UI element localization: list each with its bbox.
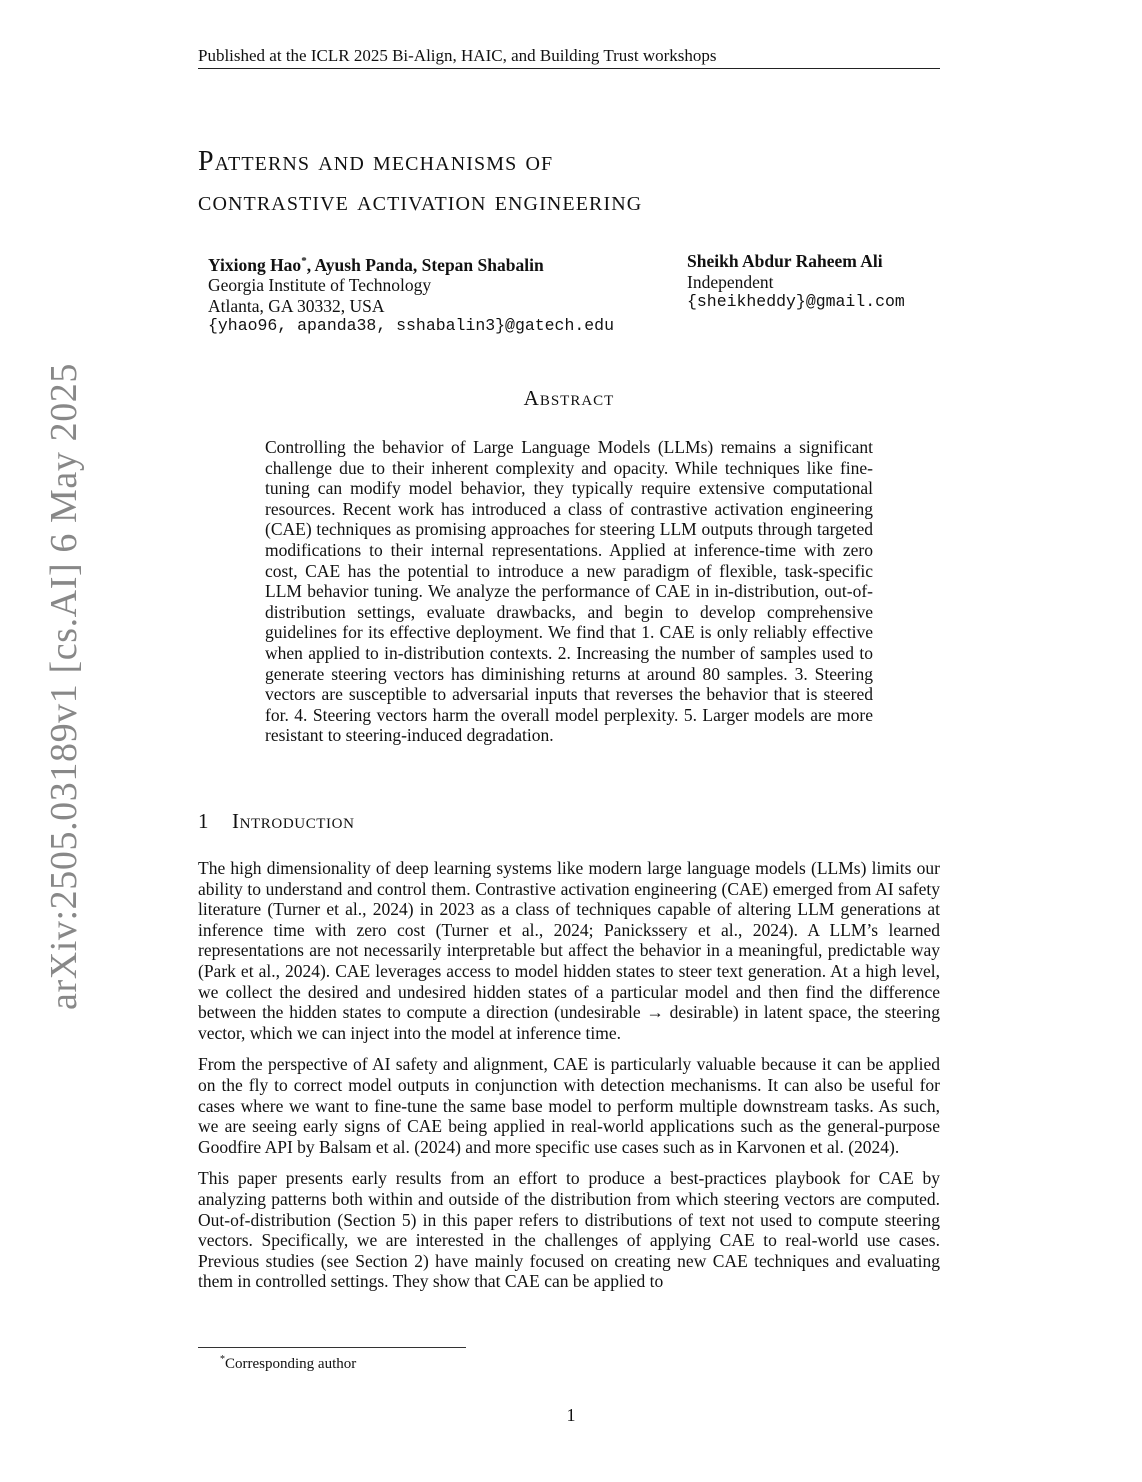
title-line-1: Patterns and mechanisms of bbox=[198, 146, 554, 177]
footnote-mark: * bbox=[220, 1354, 225, 1365]
footnote-text: Corresponding author bbox=[225, 1356, 357, 1372]
paragraph: This paper presents early results from an effort to produce a best-practices playbook for CAE by analyzing patterns both within and outside of the distribution from which steering vectors are computed. Out-of-distribution (Section 5) in this paper refers to distributions of text not used to compute steering vectors. Specifically, we are interested in the challenges of applying CAE to real-world use cases. Previous studies (see Section 2) have mainly focused on creating new CAE techniques and evaluating them in controlled settings. They show that CAE can be applied to bbox=[198, 1168, 940, 1292]
paragraph: The high dimensionality of deep learning systems like modern large language models (LLMs) limits our ability to understand and control them. Contrastive activation engineering (CAE) emerged from AI safety literature (Turner et al., 2024) in 2023 as a class of techniques capable of altering LLM generations at inference time with zero cost (Turner et al., 2024; Panickssery et al., 2024). A LLM’s learned representations are not necessarily interpretable but affect the behavior in a meaningful, predictable way (Park et al., 2024). CAE leverages access to model hidden states to steer text generation. At a high level, we collect the desired and undesired hidden states of a particular model and then find the difference between the hidden states to compute a direction (undesirable → desirable) in latent space, the steering vector, which we can inject into the model at inference time. bbox=[198, 858, 940, 1043]
author-block-left bbox=[208, 251, 614, 337]
affiliation-left: Georgia Institute of Technology bbox=[208, 275, 432, 296]
paragraph: From the perspective of AI safety and alignment, CAE is particularly valuable because it can be applied on the fly to correct model outputs in conjunction with detection mechanisms. It can also be useful for cases where we want to fine-tune the same base model to perform multiple downstream tasks. As such, we are seeing early signs of CAE being applied in real-world applications such as the general-purpose Goodfire API by Balsam et al. (2024) and more specific use cases such as in Karvonen et al. (2024). bbox=[198, 1054, 940, 1157]
affiliation-right: Independent bbox=[687, 271, 774, 292]
abstract-text: Controlling the behavior of Large Language Models (LLMs) remains a significant challenge due to their inherent complexity and opacity. While techniques like fine-tuning can modify model behavior, they typically require extensive computational resources. Recent work has introduced a class of contrastive activation engineering (CAE) techniques as promising approaches for steering LLM outputs through targeted modifications to their internal representations. Applied at inference-time with zero cost, CAE has the potential to introduce a new paradigm of flexible, task-specific LLM behavior tuning. We analyze the performance of CAE in in-distribution, out-of-distribution settings, evaluate drawbacks, and begin to develop comprehensive guidelines for its effective deployment. We find that 1. CAE is only reliably effective when applied to in-distribution contexts. 2. Increasing the number of samples used to generate steering vectors has diminishing returns at around 80 samples. 3. Steering vectors are susceptible to adversarial inputs that reverses the behavior that is steered for. 4. Steering vectors harm the overall model perplexity. 5. Larger models are more resistant to steering-induced degradation. bbox=[265, 437, 873, 746]
section-title: Introduction bbox=[232, 809, 355, 833]
paper-title bbox=[198, 142, 940, 222]
arxiv-stamp[interactable]: arXiv:2505.03189v1 [cs.AI] 6 May 2025 bbox=[43, 363, 85, 1010]
section-number: 1 bbox=[198, 809, 210, 833]
corresponding-author-mark: * bbox=[301, 255, 307, 267]
author-block-right bbox=[687, 251, 905, 313]
introduction-body bbox=[198, 858, 940, 1303]
section-heading-introduction bbox=[198, 809, 355, 834]
page-number: 1 bbox=[566, 1405, 576, 1425]
footnote-divider bbox=[198, 1347, 466, 1348]
email-right[interactable]: {sheikheddy}@gmail.com bbox=[687, 292, 905, 311]
email-left[interactable]: {yhao96, apanda38, sshabalin3}@gatech.edu bbox=[208, 316, 614, 336]
address-left: Atlanta, GA 30332, USA bbox=[208, 295, 385, 316]
author-names-right: Sheikh Abdur Raheem Ali bbox=[687, 251, 883, 271]
title-line-2: contrastive activation engineering bbox=[198, 186, 643, 217]
abstract-heading: Abstract bbox=[523, 386, 615, 410]
running-header: Published at the ICLR 2025 Bi-Align, HAIC, and Building Trust workshops bbox=[198, 46, 940, 69]
author-names-left: Yixiong Hao*, Ayush Panda, Stepan Shabalin bbox=[208, 254, 544, 275]
footnote bbox=[220, 1351, 356, 1373]
